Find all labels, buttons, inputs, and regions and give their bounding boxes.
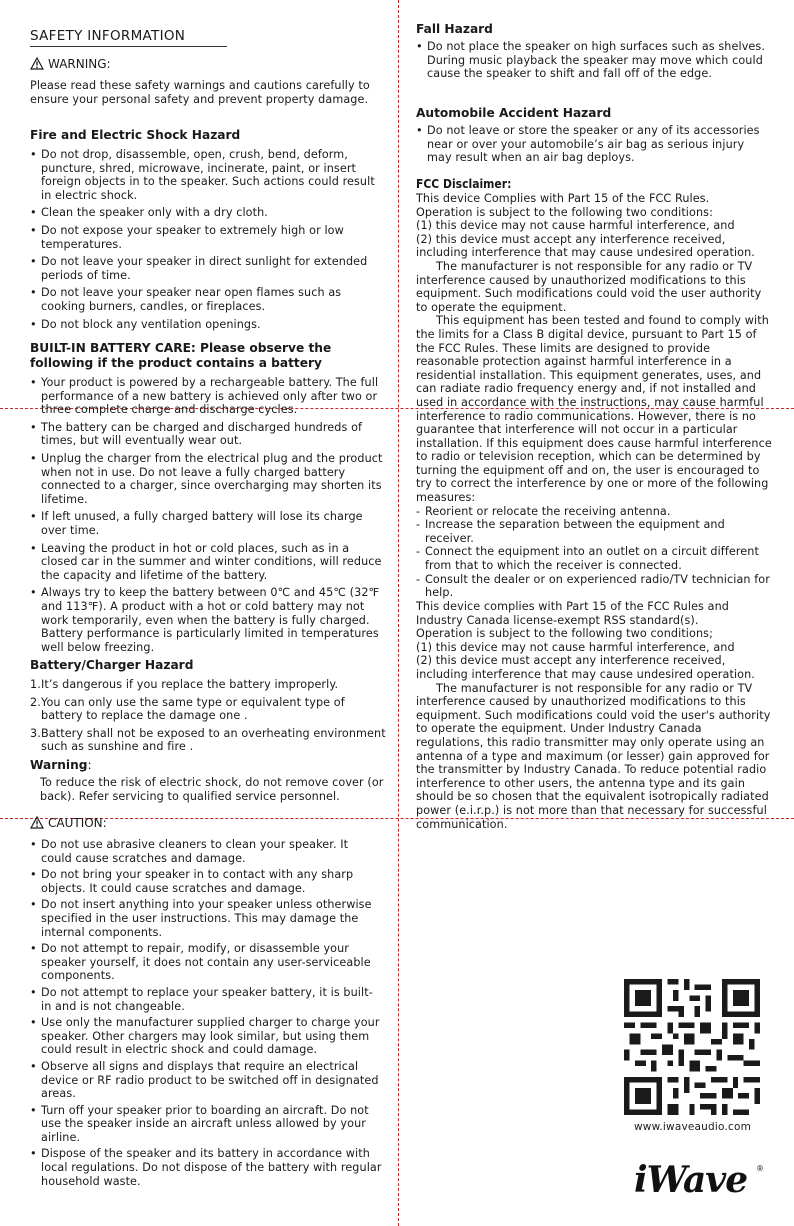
list-item: • Dispose of the speaker and its battery in accordance with local regulations. Do not dispose of the battery with regular household waste.: [30, 1147, 382, 1188]
ic-intro-line: (1) this device may not cause harmful interference, and: [416, 640, 735, 654]
fall-hazard-heading: Fall Hazard: [416, 22, 493, 36]
fire-hazard-list: [30, 148, 386, 331]
list-item: • Do not bring your speaker in to contact with any sharp objects. It could cause scratches and damage.: [30, 868, 382, 895]
list-item: • Do not leave your speaker in direct sunlight for extended periods of time.: [30, 255, 386, 282]
fall-hazard-list: [416, 40, 772, 81]
list-item: • Do not block any ventilation openings.: [30, 318, 386, 332]
list-item: • Leaving the product in hot or cold places, such as in a closed car in the summer and winter conditions, will reduce the capacity and lifetime of the battery.: [30, 542, 386, 583]
charger-hazard-heading: Battery/Charger Hazard: [30, 658, 194, 672]
list-item: - Reorient or relocate the receiving antenna.: [416, 505, 772, 519]
fcc-section: [416, 192, 772, 600]
list-item: • Do not attempt to repair, modify, or disassemble your speaker yourself, it does not contain any user-serviceable components.: [30, 942, 382, 983]
list-item: - Increase the separation between the equipment and receiver.: [416, 518, 772, 545]
list-item: • Do not leave your speaker near open flames such as cooking burners, candles, or fireplaces.: [30, 286, 386, 313]
charger-hazard-list: [30, 678, 386, 754]
list-item: • Do not attempt to replace your speaker battery, it is built-in and is not changeable.: [30, 986, 382, 1013]
list-item: 1. It’s dangerous if you replace the battery improperly.: [30, 678, 339, 691]
fire-hazard-heading: Fire and Electric Shock Hazard: [30, 128, 241, 142]
list-item: • If left unused, a fully charged battery will lose its charge over time.: [30, 510, 386, 537]
list-item: • Do not use abrasive cleaners to clean your speaker. It could cause scratches and damage.: [30, 838, 382, 865]
list-item: • Turn off your speaker prior to boarding an aircraft. Do not use the speaker inside an aircraft unless allowed by your airline.: [30, 1104, 382, 1145]
list-item: - Connect the equipment into an outlet on a circuit different from that to which the receiver is connected.: [416, 545, 772, 572]
ic-intro-line: Operation is subject to the following two conditions;: [416, 627, 713, 641]
list-item: • Always try to keep the battery between 0℃ and 45℃ (32℉ and 113℉). A product with a hot or cold battery may not work temporarily, even when the battery is fully charged. Battery performance is particularly limited in temperatures well below freezing.: [30, 586, 386, 654]
list-item: • Do not leave or store the speaker or any of its accessories near or over your automobile’s air bag as serious injury may result when an air bag deploys.: [416, 124, 768, 165]
fcc-heading: FCC Disclaimer:: [416, 177, 512, 191]
list-item: • Do not place the speaker on high surfaces such as shelves. During music playback the speaker may move which could cause the speaker to shift and fall off of the edge.: [416, 40, 772, 81]
fcc-measures-list: [416, 505, 772, 600]
warning-text: Please read these safety warnings and cautions carefully to ensure your personal safety and prevent property damage.: [30, 79, 370, 106]
list-item: 2. You can only use the same type or equivalent type of battery to replace the damage one .: [30, 695, 345, 723]
qr-code[interactable]: [624, 979, 760, 1115]
ic-paragraph: The manufacturer is not responsible for any radio or TV interference caused by unauthorized modifications to this equipment. Such modifications could void the user's authority to operate the equipment. Under Industry Canada regulations, this radio transmitter may only operate using an antenna of a type and maximum (or lesser) gain approved for the transmitter by Industry Canada. To reduce potential radio interference to other users, the antenna type and its gain should be so chosen that the equivalent isotropically radiated power (e.i.r.p.) is not more than that necessary for successful communication.: [416, 681, 771, 831]
fcc-paragraph: The manufacturer is not responsible for any radio or TV interference caused by unauthorized modifications to this equipment. Such modifications could void the user authority to operate the equipment.: [416, 259, 762, 314]
list-item: • Your product is powered by a rechargeable battery. The full performance of a new battery is achieved only after two or three complete charge and discharge cycles.: [30, 376, 386, 417]
safety-title-rule: [30, 46, 227, 47]
fold-line-vertical: [398, 0, 399, 1226]
safety-title: SAFETY INFORMATION: [30, 28, 186, 44]
warning-triangle-icon: [30, 57, 44, 70]
list-item: 3. Battery shall not be exposed to an overheating environment such as sunshine and fire .: [30, 726, 386, 754]
fcc-intro-line: Operation is subject to the following two conditions:: [416, 205, 713, 219]
list-item: • Do not drop, disassemble, open, crush, bend, deform, puncture, shred, microwave, incinerate, paint, or insert foreign objects in to the speaker. Such actions could result in electric shock.: [30, 148, 386, 202]
auto-hazard-heading: Automobile Accident Hazard: [416, 106, 612, 120]
battery-care-list: [30, 376, 386, 654]
warning2-heading: Warning:: [30, 758, 92, 772]
list-item: - Consult the dealer or on experienced radio/TV technician for help.: [416, 573, 772, 600]
list-item: • Observe all signs and displays that require an electrical device or RF radio product to be switched off in designated areas.: [30, 1060, 382, 1101]
fcc-intro-line: (2) this device must accept any interference received, including interference that may cause undesired operation.: [416, 232, 755, 260]
battery-care-heading: BUILT-IN BATTERY CARE: Please observe the following if the product contains a battery: [30, 341, 332, 370]
ic-section: [416, 600, 772, 831]
auto-hazard-list: [416, 124, 768, 165]
list-item: • The battery can be charged and discharged hundreds of times, but will eventually wear out.: [30, 421, 386, 448]
fcc-intro-line: This device Complies with Part 15 of the FCC Rules.: [416, 192, 710, 205]
fcc-intro-line: (1) this device may not cause harmful interference, and: [416, 219, 735, 233]
ic-intro-line: This device complies with Part 15 of the FCC Rules and Industry Canada license-exempt RSS standard(s).: [416, 600, 729, 627]
website-link[interactable]: www.iwaveaudio.com: [634, 1121, 752, 1133]
list-item: • Use only the manufacturer supplied charger to charge your speaker. Other chargers may look similar, but using them could result in electric shock and could damage.: [30, 1016, 382, 1057]
ic-intro-line: (2) this device must accept any interference received, including interference that may cause undesired operation.: [416, 654, 755, 681]
list-item: • Do not insert anything into your speaker unless otherwise specified in the user instructions. This may damage the internal components.: [30, 898, 382, 939]
warning2-text: To reduce the risk of electric shock, do not remove cover (or back). Refer servicing to qualified service personnel.: [40, 776, 384, 803]
list-item: • Clean the speaker only with a dry cloth.: [30, 206, 386, 220]
warning-heading: WARNING:: [30, 57, 111, 72]
caution-triangle-icon: [30, 816, 44, 829]
list-item: • Do not expose your speaker to extremely high or low temperatures.: [30, 224, 386, 251]
caution-list: [30, 838, 382, 1188]
list-item: • Unplug the charger from the electrical plug and the product when not in use. Do not leave a fully charged battery connected to a charger, since overcharging may shorten its lifetime.: [30, 452, 386, 506]
iwave-logo: iWave ®: [634, 1159, 764, 1201]
caution-heading: CAUTION:: [30, 816, 107, 831]
fcc-paragraph: This equipment has been tested and found to comply with the limits for a Class B digital device, pursuant to Part 15 of the FCC Rules. These limits are designed to provide reasonable protection against harmful interference in a residential installation. This equipment generates, uses, and can radiate radio frequency energy and, if not installed and used in accordance with the instructions, may cause harmful interference to radio communications. However, there is no guarantee that interference will not occur in a particular installation. If this equipment does cause harmful interference to radio or television reception, which can be determined by turning the equipment off and on, the user is encouraged to try to correct the interference by one or more of the following measures:: [416, 314, 772, 505]
